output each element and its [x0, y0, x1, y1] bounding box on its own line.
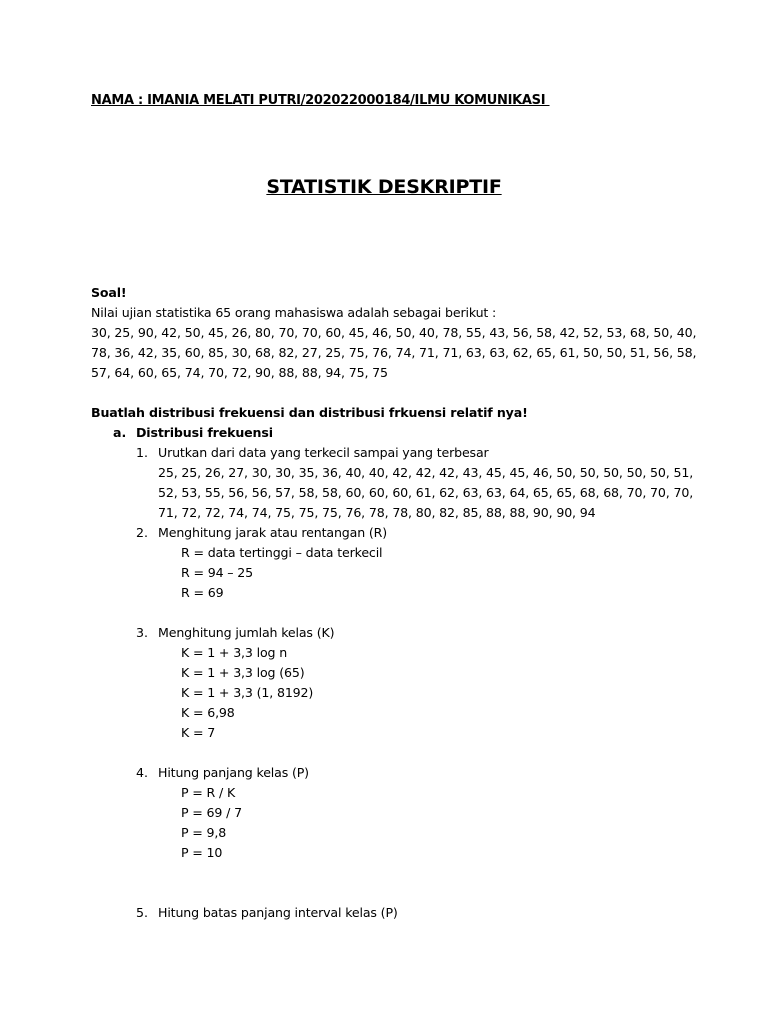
student-name-line: NAMA : IMANIA MELATI PUTRI/202022000184/ILMU KOMUNIKASI [91, 93, 550, 108]
step-title: Hitung panjang kelas (P) [158, 765, 309, 780]
formula-line: K = 1 + 3,3 log (65) [181, 665, 305, 680]
step-number: 5. [136, 905, 149, 920]
formula-line: K = 7 [181, 725, 216, 740]
soal-data-line: 78, 36, 42, 35, 60, 85, 30, 68, 82, 27, 25, 75, 76, 74, 71, 71, 63, 63, 62, 65, 61, 50, 50, 51, 56, 58, [91, 345, 697, 360]
step-title: Menghitung jarak atau rentangan (R) [158, 525, 388, 540]
soal-intro: Nilai ujian statistika 65 orang mahasiswa adalah sebagai berikut : [91, 305, 497, 320]
section-a-marker: a. [113, 425, 127, 440]
formula-line: P = 9,8 [181, 825, 227, 840]
formula-line: P = R / K [181, 785, 236, 800]
formula-line: R = data tertinggi – data terkecil [181, 545, 383, 560]
formula-line: R = 69 [181, 585, 224, 600]
step-number: 4. [136, 765, 149, 780]
step-title: Hitung batas panjang interval kelas (P) [158, 905, 398, 920]
step-number: 3. [136, 625, 149, 640]
soal-label: Soal! [91, 285, 127, 300]
step-title: Urutkan dari data yang terkecil sampai yang terbesar [158, 445, 489, 460]
sorted-data-line: 71, 72, 72, 74, 74, 75, 75, 75, 76, 78, 78, 80, 82, 85, 88, 88, 90, 90, 94 [158, 505, 596, 520]
section-a-title: Distribusi frekuensi [136, 425, 273, 440]
step-number: 1. [136, 445, 149, 460]
sorted-data-line: 25, 25, 26, 27, 30, 30, 35, 36, 40, 40, 42, 42, 42, 43, 45, 45, 46, 50, 50, 50, 50, 50, 51, [158, 465, 694, 480]
formula-line: K = 6,98 [181, 705, 235, 720]
page-title: STATISTIK DESKRIPTIF [266, 176, 502, 198]
formula-line: K = 1 + 3,3 log n [181, 645, 288, 660]
task-heading: Buatlah distribusi frekuensi dan distribusi frkuensi relatif nya! [91, 405, 528, 420]
soal-data-line: 57, 64, 60, 65, 74, 70, 72, 90, 88, 88, 94, 75, 75 [91, 365, 388, 380]
formula-line: P = 69 / 7 [181, 805, 242, 820]
sorted-data-line: 52, 53, 55, 56, 56, 57, 58, 58, 60, 60, 60, 61, 62, 63, 63, 64, 65, 65, 68, 68, 70, 70, 70, [158, 485, 694, 500]
step-title: Menghitung jumlah kelas (K) [158, 625, 335, 640]
step-number: 2. [136, 525, 149, 540]
formula-line: K = 1 + 3,3 (1, 8192) [181, 685, 314, 700]
soal-data-line: 30, 25, 90, 42, 50, 45, 26, 80, 70, 70, 60, 45, 46, 50, 40, 78, 55, 43, 56, 58, 42, 52, 53, 68, 50, 40, [91, 325, 697, 340]
formula-line: P = 10 [181, 845, 223, 860]
formula-line: R = 94 – 25 [181, 565, 254, 580]
